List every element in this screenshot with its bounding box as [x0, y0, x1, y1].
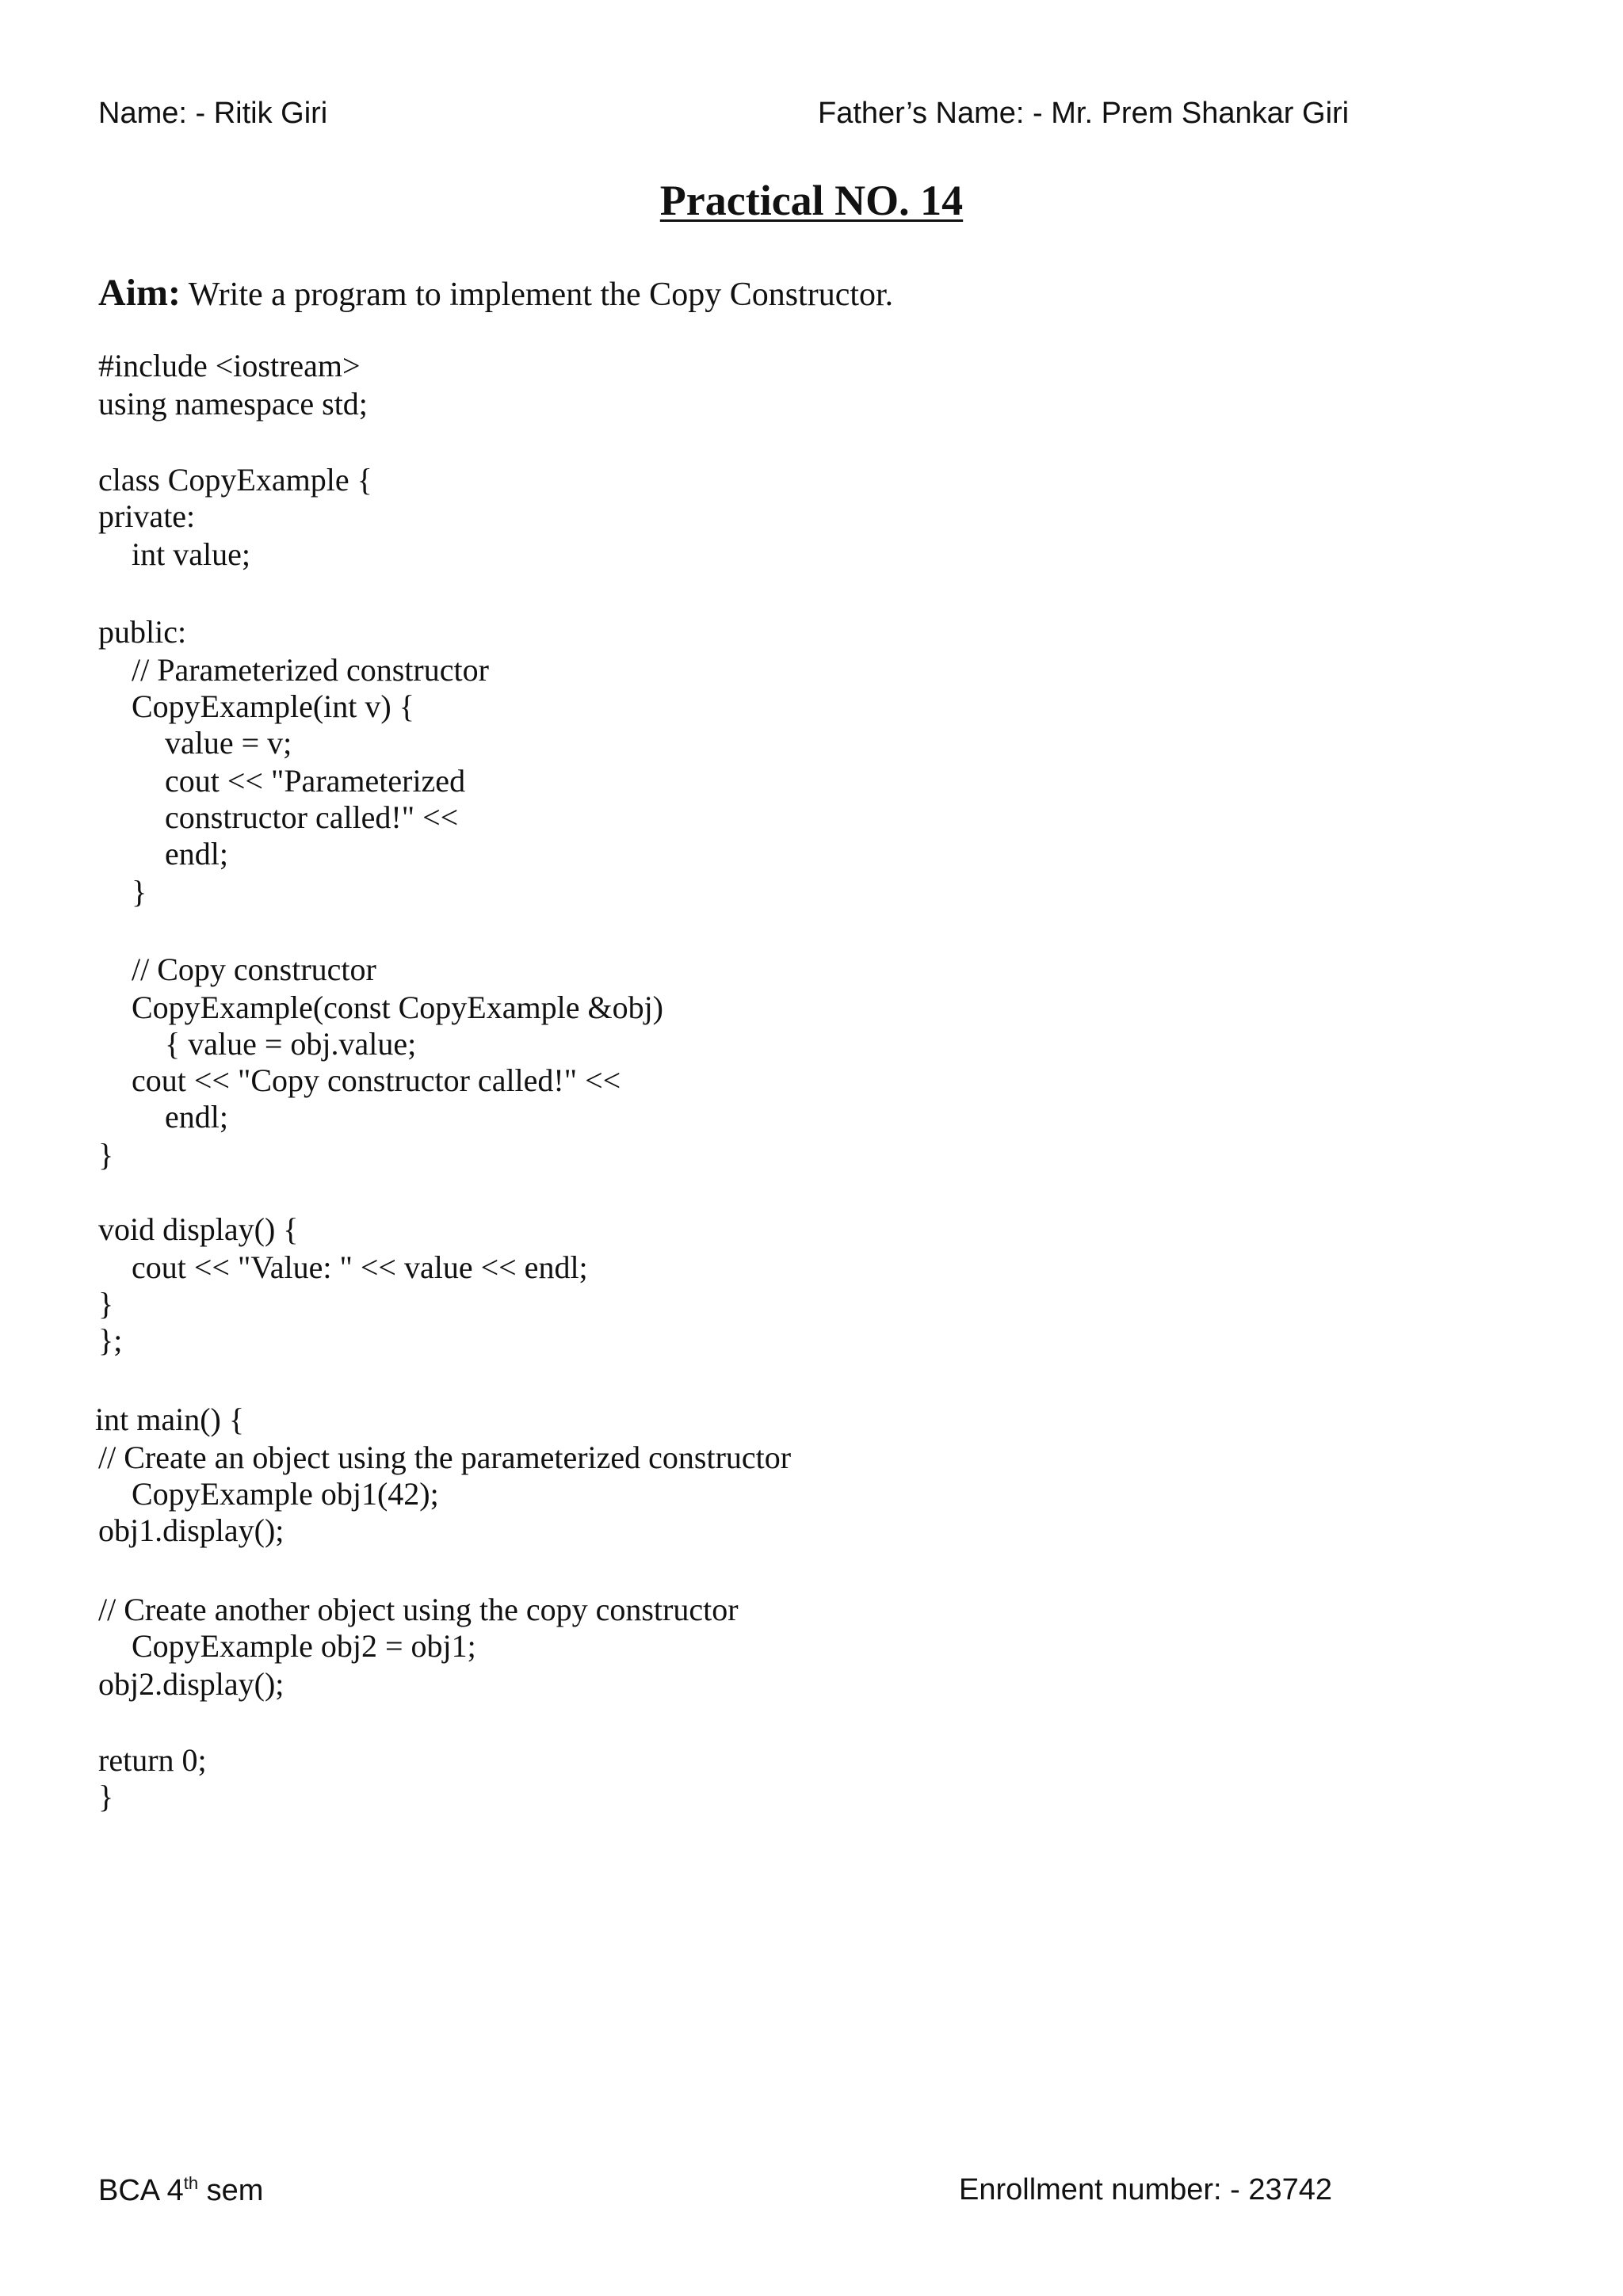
code-line: // Copy constructor [132, 952, 376, 987]
code-line: return 0; [98, 1742, 207, 1778]
aim-statement [98, 271, 893, 315]
code-line: cout << "Copy constructor called!" << [132, 1062, 621, 1098]
code-line: obj2.display(); [98, 1666, 285, 1702]
course-label: BCA 4 [98, 2174, 184, 2207]
code-line: cout << "Value: " << value << endl; [132, 1249, 588, 1285]
enrollment-number: Enrollment number: - 23742 [959, 2173, 1333, 2206]
code-line: endl; [165, 1099, 228, 1135]
code-line: CopyExample(int v) { [132, 688, 414, 724]
course-suffix: sem [198, 2174, 264, 2207]
code-line: int main() { [95, 1402, 245, 1437]
code-line: endl; [165, 836, 228, 871]
code-line: // Create another object using the copy constructor [98, 1592, 739, 1627]
page-title: Practical NO. 14 [659, 177, 964, 224]
course-semester [98, 2173, 263, 2208]
fathers-name: Father’s Name: - Mr. Prem Shankar Giri [818, 97, 1350, 130]
code-line: class CopyExample { [98, 462, 372, 498]
code-line: using namespace std; [98, 386, 368, 421]
aim-label: Aim: [98, 272, 181, 314]
code-line: private: [98, 498, 196, 534]
code-line: obj1.display(); [98, 1512, 285, 1548]
code-line: CopyExample obj1(42); [132, 1476, 439, 1512]
code-line: } [98, 1137, 114, 1173]
aim-text: Write a program to implement the Copy Constructor. [188, 277, 894, 313]
code-line: int value; [132, 536, 250, 572]
course-superscript: th [183, 2173, 199, 2193]
code-line: CopyExample obj2 = obj1; [132, 1628, 476, 1664]
code-line: } [98, 1779, 114, 1814]
code-line: } [98, 1286, 114, 1322]
code-line: { value = obj.value; [165, 1026, 417, 1062]
code-line: CopyExample(const CopyExample &obj) [132, 990, 663, 1025]
code-line: constructor called!" << [165, 799, 459, 835]
student-name: Name: - Ritik Giri [98, 97, 328, 130]
code-line: value = v; [165, 725, 292, 761]
code-line: cout << "Parameterized [165, 763, 466, 799]
code-line: // Create an object using the parameterized constructor [98, 1440, 792, 1475]
code-line: void display() { [98, 1211, 299, 1247]
code-line: } [132, 874, 147, 910]
code-line: public: [98, 614, 187, 650]
code-line: // Parameterized constructor [132, 652, 489, 688]
code-line: }; [98, 1322, 123, 1358]
code-line: #include <iostream> [98, 348, 361, 383]
